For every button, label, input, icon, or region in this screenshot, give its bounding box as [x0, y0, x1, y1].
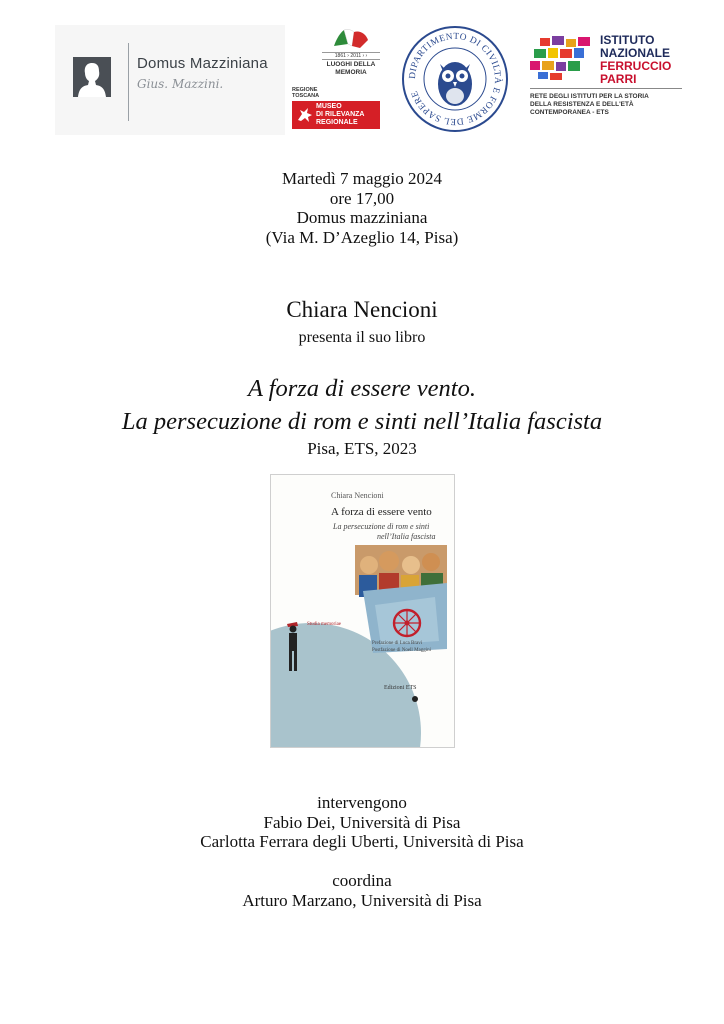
speakers-section	[0, 793, 724, 852]
cover-subtitle-line1: La persecuzione di rom e sinti	[333, 522, 430, 531]
domus-name: Domus Mazziniana	[137, 55, 268, 72]
cover-subtitle	[333, 522, 445, 542]
museo-text	[316, 103, 364, 127]
event-address: (Via M. D’Azeglio 14, Pisa)	[265, 227, 459, 247]
memoria-years: 1861 › 2011 › ›	[322, 52, 380, 60]
mosaic-icon	[530, 36, 594, 80]
divider	[128, 43, 129, 121]
parri-line3: FERRUCCIO	[600, 59, 672, 73]
regione-line2: TOSCANA	[292, 93, 320, 99]
memoria-label-line1: LUOGHI DELLA	[326, 61, 376, 68]
publisher-mark-icon	[412, 696, 418, 702]
book-title-line1: A forza di essere vento.	[248, 375, 476, 402]
book-cover-image	[270, 474, 455, 748]
book-title-line2: La persecuzione di rom e sinti nell’Italia fascista	[121, 408, 603, 435]
cover-subtitle-line2: nell’Italia fascista	[377, 532, 436, 541]
book-publisher: Pisa, ETS, 2023	[307, 439, 417, 458]
pegasus-icon	[296, 106, 314, 124]
walking-figure-icon	[283, 620, 303, 674]
cover-author: Chiara Nencioni	[331, 491, 384, 500]
event-date: Martedì 7 maggio 2024	[281, 169, 443, 188]
owl-seal-icon	[400, 24, 510, 134]
event-info	[0, 169, 724, 247]
presents-line: presenta il suo libro	[298, 329, 426, 346]
cover-credits-line1: Prefazione di Luca Bravi	[372, 641, 423, 646]
museo-badge	[292, 101, 380, 129]
museo-rilevanza-logo	[290, 87, 382, 131]
museo-line1: MUSEO	[316, 103, 342, 110]
coordination-heading: coordina	[332, 871, 392, 890]
parri-line4: PARRI	[600, 72, 637, 86]
dipartimento-seal-logo	[400, 24, 510, 134]
parri-subtitle	[530, 93, 649, 117]
cover-credits-line2: Postfazione di Noell Maggini	[372, 648, 432, 653]
parri-line1: ISTITUTO	[600, 33, 655, 47]
memoria-label-line2: MEMORIA	[335, 68, 367, 76]
cover-editor: Edizioni ETS	[384, 685, 417, 691]
parri-sub1: RETE DEGLI ISTITUTI PER LA STORIA	[530, 93, 649, 100]
luoghi-memoria-logo	[322, 26, 380, 80]
parri-line2: NAZIONALE	[600, 46, 670, 60]
portrait-icon	[73, 57, 111, 97]
event-time: ore 17,00	[329, 188, 395, 208]
book-title	[0, 372, 724, 438]
logo-strip	[0, 0, 724, 140]
cover-credits	[372, 640, 431, 654]
regione-toscana-label	[292, 87, 319, 99]
author-name: Chiara Nencioni	[286, 297, 438, 322]
speaker-1: Fabio Dei, Università di Pisa	[263, 812, 461, 832]
domus-mazziniana-logo	[55, 25, 285, 135]
istituto-parri-logo	[530, 30, 690, 130]
parri-sub2: DELLA RESISTENZA E DELL'ETÀ	[530, 101, 634, 108]
divider	[530, 88, 682, 89]
speakers-heading: intervengono	[317, 793, 407, 812]
speaker-2: Carlotta Ferrara degli Uberti, Università di Pisa	[200, 832, 524, 851]
museo-line3: REGIONALE	[316, 119, 358, 126]
cover-title: A forza di essere vento	[331, 506, 432, 518]
coordination-section	[0, 871, 724, 910]
seal-text: DIPARTIMENTO DI CIVILTÀ E FORME DEL SAPERE	[407, 31, 503, 127]
coordinator-name: Arturo Marzano, Università di Pisa	[242, 890, 482, 910]
event-venue: Domus mazziniana	[296, 208, 428, 227]
cover-series: Studia memoriae	[307, 622, 342, 627]
mazzini-signature: Gius. Mazzini.	[137, 77, 224, 91]
memoria-label	[322, 61, 380, 76]
regione-line1: REGIONE	[292, 87, 318, 93]
parri-title	[600, 34, 671, 86]
parri-sub3: CONTEMPORANEA - ETS	[530, 109, 609, 116]
museo-line2: DI RILEVANZA	[316, 111, 365, 118]
tricolor-flag-icon	[330, 26, 372, 50]
